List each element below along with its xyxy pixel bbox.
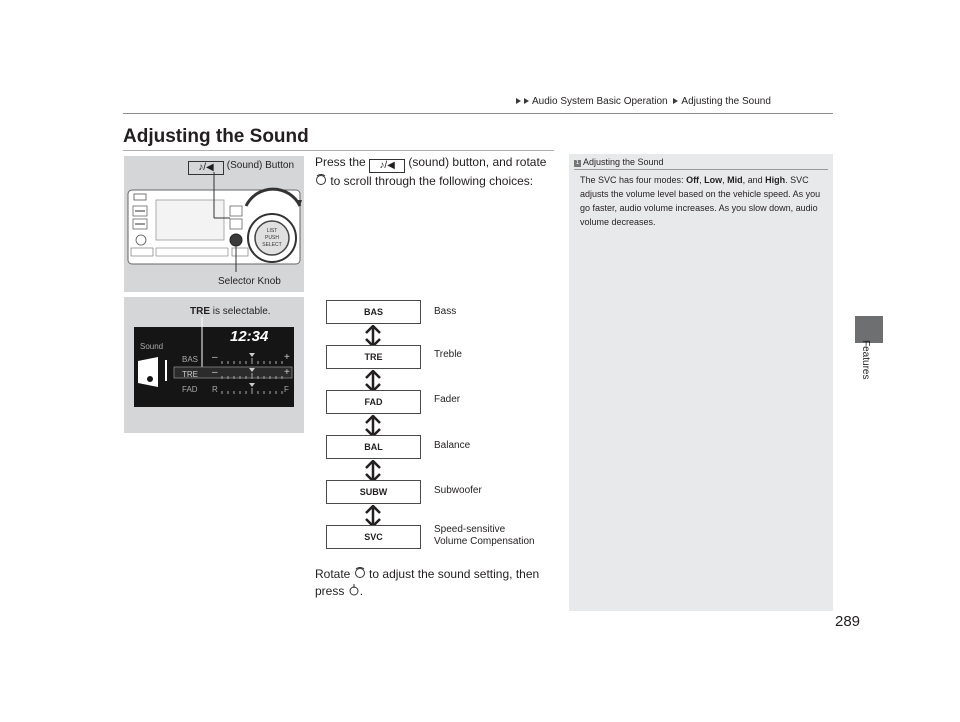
sidebar-text: The SVC has four modes: Off, Low, Mid, and High. SVC adjusts the volume level based on the vehicle speed. As you go faster, audio volume increases. As you slow down, audio volume decreases. <box>580 175 821 227</box>
fad-rear-label: R <box>212 385 218 394</box>
breadcrumb-arrow-icon <box>516 98 521 104</box>
mode-box-tre: TRE <box>326 345 421 369</box>
selector-knob-icon <box>315 174 327 186</box>
head-unit-figure <box>124 156 304 292</box>
sound-note-icon: ♪/◀ <box>188 161 224 175</box>
section-title: Adjusting the Sound <box>123 126 309 147</box>
fad-front-label: F <box>284 385 289 394</box>
sidebar-rule <box>574 169 828 170</box>
outro-paragraph: Rotate to adjust the sound setting, then press . <box>315 567 540 598</box>
selector-knob-callout: Selector Knob <box>218 276 281 287</box>
sound-button-icon: ♪/◀ <box>369 159 405 173</box>
mode-box-bal: BAL <box>326 435 421 459</box>
mode-desc-fad: Fader <box>434 394 461 405</box>
screen-clock: 12:34 <box>230 328 269 345</box>
mode-desc-svc: Speed-sensitive Volume Compensation <box>434 524 535 547</box>
mode-box-svc: SVC <box>326 525 421 549</box>
sound-screen-figure <box>124 297 304 433</box>
chapter-tab-marker <box>855 316 883 343</box>
breadcrumb-arrow-icon <box>524 98 529 104</box>
double-arrow-icon <box>364 325 382 347</box>
note-marker-icon: 1 <box>575 160 580 166</box>
selector-knob-icon <box>354 567 366 579</box>
bas-minus: – <box>212 352 218 363</box>
screen-row-tre: TRE <box>182 370 198 379</box>
mode-desc-subw: Subwoofer <box>434 485 482 496</box>
header-rule <box>123 113 833 114</box>
breadcrumb-level-2[interactable]: Adjusting the Sound <box>681 96 771 107</box>
mode-box-fad: FAD <box>326 390 421 414</box>
title-rule <box>123 150 554 151</box>
svg-text:PUSH: PUSH <box>265 235 279 241</box>
svg-text:SELECT: SELECT <box>262 242 282 248</box>
tre-plus: + <box>284 367 290 378</box>
chapter-tab-label: Features <box>860 340 871 380</box>
double-arrow-icon <box>364 505 382 527</box>
tre-selectable-callout: TRE is selectable. <box>190 306 271 317</box>
breadcrumb <box>516 96 771 107</box>
breadcrumb-level-1[interactable]: Audio System Basic Operation <box>532 96 668 107</box>
double-arrow-icon <box>364 370 382 392</box>
screen-title: Sound <box>140 342 164 351</box>
mode-desc-tre: Treble <box>434 349 462 360</box>
svg-text:LIST: LIST <box>266 228 278 234</box>
mode-box-subw: SUBW <box>326 480 421 504</box>
intro-paragraph: Press the ♪/◀ (sound) button, and rotate to scroll through the following choices: <box>315 155 547 188</box>
mode-desc-bal: Balance <box>434 440 471 451</box>
tre-minus: – <box>212 367 218 378</box>
double-arrow-icon <box>364 415 382 437</box>
mode-box-bas: BAS <box>326 300 421 324</box>
bas-plus: + <box>284 352 290 363</box>
sidebar-heading: 1 Adjusting the Sound <box>575 157 664 167</box>
breadcrumb-arrow-icon <box>673 98 678 104</box>
screen-row-bas: BAS <box>182 355 199 364</box>
knob-press-icon <box>348 584 360 596</box>
double-arrow-icon <box>364 460 382 482</box>
sound-button-callout: ♪/◀ (Sound) Button <box>188 160 294 175</box>
screen-level-scales <box>124 297 304 433</box>
mode-desc-bas: Bass <box>434 306 457 317</box>
screen-row-fad: FAD <box>182 385 198 394</box>
page-number: 289 <box>835 613 861 630</box>
